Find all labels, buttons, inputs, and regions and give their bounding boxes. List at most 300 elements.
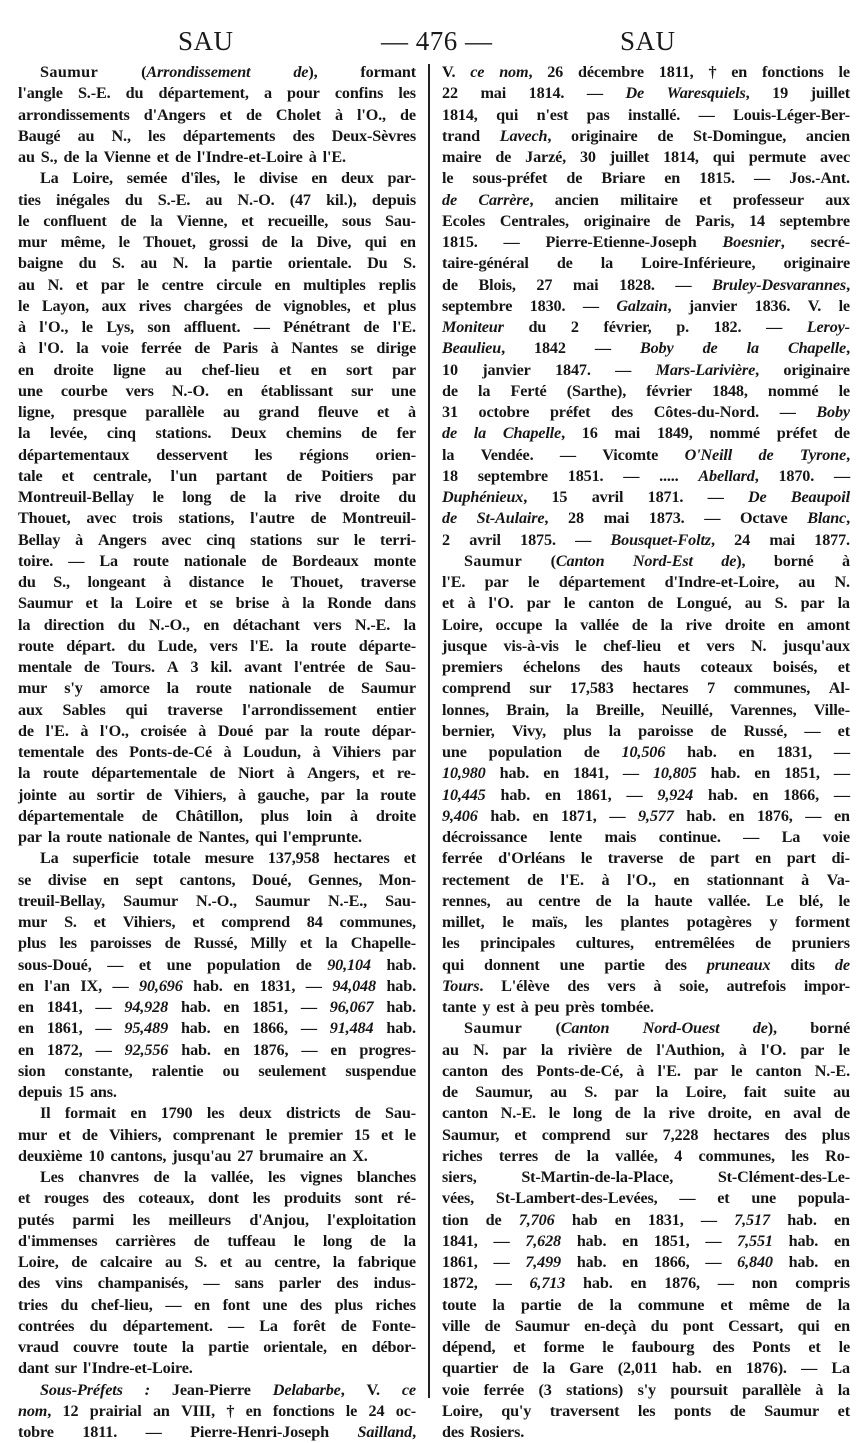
word [350, 806, 358, 827]
text-span: et [677, 636, 690, 655]
word [620, 190, 678, 211]
word [181, 1040, 211, 1061]
word [596, 700, 644, 721]
text-span: — [804, 721, 821, 740]
word [189, 572, 244, 593]
text-span: — [705, 1231, 722, 1250]
text-span: chemins [285, 424, 342, 443]
word [573, 763, 609, 784]
text-span: deuxième [18, 1146, 83, 1165]
text-span: et [241, 211, 254, 230]
word [478, 466, 548, 487]
word [303, 275, 366, 296]
text-span: et [18, 1189, 31, 1208]
text-span: , [846, 445, 850, 464]
word [106, 317, 134, 338]
word [173, 253, 188, 274]
word [623, 763, 639, 784]
word [209, 636, 237, 657]
text-span: le [137, 275, 149, 294]
text-span: qui [125, 700, 148, 719]
text-line [442, 1061, 850, 1082]
text-span: S. [584, 1083, 598, 1101]
text-span: , [754, 466, 759, 485]
word [515, 1316, 570, 1337]
word [442, 848, 482, 869]
text-span: droite [375, 806, 416, 825]
text-span: forêt [293, 1316, 326, 1335]
text-span: pruniers [791, 934, 850, 953]
text-span: le [548, 1104, 561, 1123]
word [748, 487, 767, 508]
text-span: et [376, 403, 390, 421]
word [793, 1103, 821, 1124]
text-line [18, 891, 416, 912]
text-span: — [300, 1019, 317, 1038]
text-span: mur [18, 233, 48, 251]
word [611, 402, 633, 423]
italic-text: Tours [442, 976, 480, 995]
word [135, 593, 172, 614]
text-span: des [611, 403, 634, 421]
italic-text: Sailland [357, 1423, 413, 1441]
word [301, 1018, 317, 1039]
text-span: communes, [733, 679, 811, 698]
word [246, 105, 262, 126]
text-span: 1814. [528, 84, 565, 103]
word [18, 891, 105, 912]
word [542, 1125, 611, 1146]
text-span: la [555, 615, 568, 634]
text-span: au [798, 573, 816, 591]
right-column [442, 62, 850, 1443]
word [442, 1210, 468, 1231]
text-span: par [693, 1061, 718, 1080]
text-span: en [103, 870, 119, 889]
word [18, 126, 60, 147]
text-span: les [254, 445, 273, 464]
word [372, 1337, 416, 1358]
text-span: de [153, 1168, 170, 1186]
text-span: s'y [637, 1380, 657, 1399]
text-span: en [18, 976, 34, 995]
text-span: ligne [113, 360, 146, 379]
word [807, 615, 850, 636]
text-span: , [544, 509, 549, 528]
text-line [442, 168, 850, 189]
word [376, 338, 416, 359]
word [184, 296, 243, 317]
text-span: nommé [767, 381, 819, 400]
text-span: originaire [783, 360, 850, 379]
text-span: Loire, [685, 1083, 727, 1101]
text-span: le [18, 211, 30, 230]
word [792, 933, 850, 954]
word [513, 1337, 525, 1358]
text-span: plantes [620, 913, 669, 931]
text-span: qui [364, 233, 387, 251]
word [287, 763, 295, 784]
text-span: Lys, [106, 318, 135, 336]
word [18, 1061, 45, 1082]
word [495, 615, 542, 636]
text-span: canton [442, 1061, 488, 1080]
word [137, 275, 148, 296]
text-span: dans [384, 594, 416, 613]
text-span: les [398, 84, 416, 103]
text-span: janvier [482, 360, 531, 379]
text-span: grossi [209, 233, 249, 251]
word [136, 870, 163, 891]
text-span: N. [473, 1040, 489, 1059]
word [473, 1040, 488, 1061]
text-span: nommé [709, 424, 760, 443]
text-line [442, 508, 850, 529]
word [501, 976, 549, 997]
text-span: octobre [478, 403, 530, 421]
word [555, 190, 599, 211]
word [346, 1401, 357, 1422]
text-span: des [567, 976, 590, 995]
word [227, 1231, 275, 1252]
word [158, 83, 248, 104]
text-line [18, 1358, 416, 1379]
word [139, 296, 172, 317]
word [721, 551, 745, 572]
word [745, 593, 762, 614]
text-span: sortir [96, 785, 135, 804]
text-span: et [837, 1401, 850, 1420]
word [45, 721, 68, 742]
word [218, 721, 253, 742]
word [576, 933, 634, 954]
word [773, 657, 817, 678]
word [107, 423, 136, 444]
word [718, 1167, 850, 1188]
italic-text: Lavech [499, 126, 548, 145]
text-span: 2 [442, 530, 450, 549]
word [442, 1231, 478, 1252]
text-span: 15 [353, 1125, 370, 1144]
text-span: en [738, 743, 755, 761]
word [486, 1210, 502, 1231]
word [694, 1061, 718, 1082]
word [181, 1018, 211, 1039]
text-span: Vihiers [331, 743, 381, 761]
word [739, 1040, 747, 1061]
word [733, 190, 804, 211]
word [604, 827, 636, 848]
text-line [18, 232, 416, 253]
text-span: les [637, 1401, 656, 1420]
text-span: depuis [18, 1083, 63, 1101]
text-span: poursuit [670, 1380, 728, 1399]
word [780, 402, 796, 423]
text-span: formant [360, 63, 416, 81]
word [525, 1231, 561, 1252]
text-line [442, 466, 850, 487]
text-span: de [255, 296, 271, 315]
text-span: départementale [91, 764, 197, 783]
running-head-right: SAU [620, 26, 676, 56]
italic-text: la [746, 339, 759, 358]
word [834, 742, 850, 763]
word [791, 1146, 809, 1167]
text-span: — [586, 84, 603, 103]
word [376, 806, 416, 827]
text-span: de [554, 1146, 571, 1165]
word [107, 955, 123, 976]
word [726, 976, 786, 997]
text-span: au [205, 190, 223, 209]
text-span: VIII, [181, 1401, 215, 1420]
text-span: la [150, 211, 163, 230]
word [495, 147, 511, 168]
text-span: canton [588, 594, 635, 613]
text-span: N. [172, 254, 189, 273]
word [622, 742, 666, 763]
word [328, 678, 344, 699]
text-span: parallèle [742, 1380, 801, 1399]
word [156, 445, 227, 466]
word [778, 615, 794, 636]
text-line [442, 1337, 850, 1358]
word [152, 487, 163, 508]
text-span: Brain, [506, 700, 550, 719]
text-span: Poitiers [321, 466, 373, 485]
word [323, 1231, 352, 1252]
text-span: (2,011 [617, 1359, 658, 1378]
word [123, 891, 178, 912]
text-span: Jos.-Ant. [789, 169, 850, 188]
word [66, 827, 102, 848]
word [53, 360, 93, 381]
text-span: deux [341, 169, 374, 188]
text-line [442, 976, 850, 997]
text-span: la [181, 1338, 194, 1356]
word [544, 1337, 585, 1358]
word [805, 806, 821, 827]
word [301, 997, 317, 1018]
text-span: fait [743, 1083, 767, 1101]
word [232, 253, 272, 274]
text-span: Saumur [514, 1316, 570, 1335]
word [807, 508, 850, 529]
word [442, 381, 458, 402]
text-span: originaire [783, 254, 850, 273]
italic-text: de [721, 551, 737, 570]
text-span: par [100, 275, 125, 294]
word [207, 1103, 225, 1124]
word [307, 763, 359, 784]
text-span: partant [216, 466, 268, 485]
text-span: l'exploitation [327, 1210, 416, 1229]
word [561, 870, 584, 891]
text-line [18, 1401, 416, 1422]
word [839, 296, 850, 317]
text-span: du [127, 636, 146, 655]
word [42, 296, 89, 317]
word [626, 83, 645, 104]
word [565, 997, 594, 1018]
word [165, 933, 181, 954]
word [73, 848, 139, 869]
text-span: qu'y [501, 1401, 532, 1420]
word [340, 487, 380, 508]
word [358, 1252, 416, 1273]
text-line [18, 1146, 416, 1167]
italic-text: 9,924 [657, 785, 694, 804]
text-span: en [330, 1040, 347, 1059]
text-span: Ponts [752, 1338, 791, 1356]
italic-text: pruneaux [706, 955, 771, 974]
word [380, 785, 416, 806]
text-span: sur [529, 679, 552, 698]
word [216, 275, 261, 296]
word [47, 1040, 83, 1061]
word [716, 1358, 732, 1379]
text-span: de [141, 806, 158, 825]
text-span: — [622, 764, 639, 783]
word [442, 1295, 476, 1316]
word [502, 912, 513, 933]
text-span: sous-préfet [472, 169, 548, 188]
text-span: en [622, 1231, 639, 1250]
text-span: route [18, 636, 54, 655]
word [529, 1273, 565, 1294]
word [705, 1231, 721, 1252]
word [233, 615, 300, 636]
text-span: vallée [580, 615, 619, 634]
word [619, 275, 655, 296]
text-span: — [493, 1253, 510, 1271]
word [18, 530, 60, 551]
text-span: seulement [258, 1061, 327, 1080]
text-span: en [532, 806, 549, 825]
text-span: hab. [180, 998, 211, 1016]
text-span: ( [141, 63, 147, 81]
word [97, 785, 135, 806]
word [18, 147, 35, 168]
text-span: 1851, [653, 1231, 690, 1250]
text-span: le [118, 233, 130, 251]
word [654, 1252, 690, 1273]
word [499, 1146, 538, 1167]
word [572, 1210, 598, 1231]
word [609, 806, 625, 827]
text-span: treuil-Bellay, [18, 891, 106, 910]
text-span: par [526, 594, 551, 613]
text-span: à [350, 806, 358, 825]
italic-text: 94,928 [124, 998, 169, 1016]
text-span: La [831, 1359, 850, 1378]
text-span: Nantes, [198, 828, 250, 846]
text-span: Sau- [385, 891, 416, 910]
word [656, 1040, 724, 1061]
word [698, 466, 758, 487]
word [328, 891, 367, 912]
word [519, 1210, 555, 1231]
word [239, 1103, 272, 1124]
text-span: au [140, 254, 158, 273]
text-span: des [442, 1423, 465, 1441]
word [632, 615, 648, 636]
word [501, 785, 531, 806]
text-span: 7 [707, 679, 716, 698]
italic-text: Canton [555, 551, 605, 570]
word [442, 1380, 469, 1401]
word [636, 1061, 644, 1082]
word [479, 402, 530, 423]
text-span: — [228, 1316, 245, 1335]
word [311, 360, 327, 381]
word [588, 593, 634, 614]
word [816, 402, 850, 423]
word [68, 551, 84, 572]
word [266, 1125, 277, 1146]
text-span: mai [769, 530, 795, 549]
word [310, 508, 326, 529]
word [482, 360, 530, 381]
word [749, 211, 765, 232]
word [18, 105, 130, 126]
word [103, 870, 119, 891]
word [839, 1040, 850, 1061]
text-span: la [332, 1253, 346, 1271]
text-line [442, 487, 850, 508]
word [783, 636, 850, 657]
word [808, 1337, 820, 1358]
word [493, 1252, 509, 1273]
text-span: se [350, 339, 364, 358]
text-span: Neuillé, [661, 700, 713, 719]
text-span: la [325, 934, 338, 953]
text-span: — [95, 1019, 112, 1038]
word [300, 721, 312, 742]
word [839, 891, 850, 912]
word [673, 870, 689, 891]
word [18, 1337, 59, 1358]
text-span: en [614, 1210, 631, 1229]
text-span: plus [260, 806, 289, 825]
word [651, 1316, 669, 1337]
word [442, 870, 510, 891]
word [602, 445, 658, 466]
text-span: Jean-Pierre [171, 1380, 251, 1399]
word [148, 126, 166, 147]
word [556, 1018, 610, 1039]
italic-text: de [442, 424, 457, 443]
text-span: en [752, 785, 769, 804]
word [158, 636, 197, 657]
word [124, 1018, 168, 1039]
text-span: d'immenses [18, 1231, 98, 1250]
word [18, 572, 36, 593]
word [799, 891, 823, 912]
text-span: le [152, 488, 164, 506]
italic-text: Chapelle [502, 424, 562, 443]
text-span: progres- [359, 1040, 416, 1059]
word [825, 1146, 850, 1167]
word [643, 1103, 655, 1124]
text-span: comprenant [172, 1125, 255, 1144]
word [766, 317, 782, 338]
text-span: départementale [18, 806, 124, 825]
word [64, 678, 82, 699]
text-span: à [842, 551, 850, 570]
word [834, 466, 850, 487]
word [208, 1188, 239, 1209]
